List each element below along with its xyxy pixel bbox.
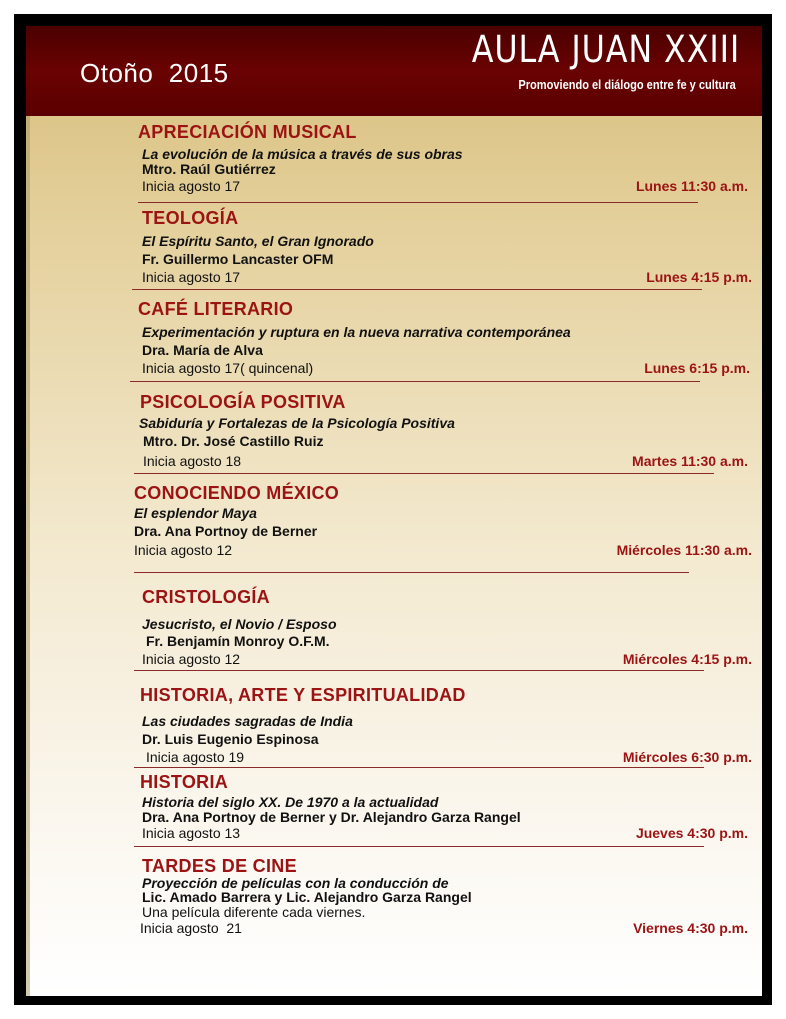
course-psicologia-positiva bbox=[26, 392, 762, 482]
season-label: Otoño 2015 bbox=[80, 58, 229, 88]
course-instructor: Mtro. Dr. José Castillo Ruiz bbox=[143, 433, 324, 449]
course-title: TEOLOGÍA bbox=[142, 208, 239, 228]
course-title: CONOCIENDO MÉXICO bbox=[134, 483, 340, 503]
course-subtitle: Historia del siglo XX. De 1970 a la actualidad bbox=[142, 794, 439, 810]
course-instructor: Fr. Benjamín Monroy O.F.M. bbox=[146, 633, 330, 649]
course-start-date: Inicia agosto 17 bbox=[142, 269, 241, 285]
divider bbox=[134, 572, 689, 573]
course-subtitle: Proyección de películas con la conducción de bbox=[142, 875, 449, 891]
course-cafe-literario bbox=[26, 299, 762, 389]
course-title: APRECIACIÓN MUSICAL bbox=[138, 122, 357, 142]
brand-tagline: Promoviendo el diálogo entre fe y cultura bbox=[518, 77, 736, 92]
brand-title: AULA JUAN XXIII bbox=[471, 28, 740, 71]
course-title: CRISTOLOGÍA bbox=[142, 587, 270, 607]
course-start-date: Inicia agosto 13 bbox=[142, 825, 241, 841]
course-historia-arte-espiritualidad bbox=[26, 685, 762, 775]
divider bbox=[132, 289, 702, 290]
course-instructor: Dra. María de Alva bbox=[142, 342, 263, 358]
course-title: HISTORIA, ARTE Y ESPIRITUALIDAD bbox=[140, 685, 466, 705]
flyer bbox=[26, 26, 762, 996]
course-start-date: Inicia agosto 19 bbox=[146, 749, 245, 765]
course-instructor: Lic. Amado Barrera y Lic. Alejandro Garza Rangel bbox=[142, 889, 472, 905]
course-instructor: Dra. Ana Portnoy de Berner y Dr. Alejandro Garza Rangel bbox=[142, 809, 521, 825]
course-subtitle: Jesucristo, el Novio / Esposo bbox=[142, 616, 337, 632]
header-banner bbox=[26, 26, 762, 116]
course-schedule: Jueves 4:30 p.m. bbox=[635, 825, 748, 841]
course-schedule: Viernes 4:30 p.m. bbox=[633, 920, 748, 936]
course-title: PSICOLOGÍA POSITIVA bbox=[140, 392, 346, 412]
course-tardes-de-cine bbox=[26, 856, 762, 966]
course-instructor: Dra. Ana Portnoy de Berner bbox=[134, 523, 318, 539]
course-start-date: Inicia agosto 12 bbox=[142, 651, 241, 667]
course-start-date: Inicia agosto 18 bbox=[143, 453, 242, 469]
course-note: Una película diferente cada viernes. bbox=[142, 904, 366, 920]
course-instructor: Dr. Luis Eugenio Espinosa bbox=[142, 731, 319, 747]
course-schedule: Miércoles 11:30 a.m. bbox=[616, 542, 752, 558]
course-subtitle: El Espíritu Santo, el Gran Ignorado bbox=[142, 233, 374, 249]
divider bbox=[134, 846, 704, 847]
course-apreciacion-musical bbox=[26, 122, 762, 212]
course-start-date: Inicia agosto 12 bbox=[134, 542, 233, 558]
course-instructor: Fr. Guillermo Lancaster OFM bbox=[142, 251, 334, 267]
course-start-date: Inicia agosto 21 bbox=[140, 920, 242, 936]
course-subtitle: Experimentación y ruptura en la nueva narrativa contemporánea bbox=[142, 324, 571, 340]
course-start-date: Inicia agosto 17( quincenal) bbox=[142, 360, 314, 376]
divider bbox=[138, 202, 698, 203]
course-teologia bbox=[26, 208, 762, 298]
course-conociendo-mexico bbox=[26, 483, 762, 573]
course-schedule: Martes 11:30 a.m. bbox=[632, 453, 748, 469]
course-schedule: Lunes 4:15 p.m. bbox=[646, 269, 752, 285]
course-title: HISTORIA bbox=[140, 772, 229, 792]
course-schedule: Miércoles 4:15 p.m. bbox=[622, 651, 752, 667]
course-cristologia bbox=[26, 587, 762, 677]
course-title: TARDES DE CINE bbox=[142, 856, 297, 876]
course-subtitle: La evolución de la música a través de sus obras bbox=[142, 146, 463, 162]
course-historia bbox=[26, 772, 762, 862]
divider bbox=[134, 670, 704, 671]
course-instructor: Mtro. Raúl Gutiérrez bbox=[142, 161, 276, 177]
course-subtitle: Las ciudades sagradas de India bbox=[142, 713, 353, 729]
course-start-date: Inicia agosto 17 bbox=[142, 178, 241, 194]
course-subtitle: Sabiduría y Fortalezas de la Psicología Positiva bbox=[139, 415, 455, 431]
course-schedule: Miércoles 6:30 p.m. bbox=[622, 749, 752, 765]
divider bbox=[134, 767, 704, 768]
course-schedule: Lunes 11:30 a.m. bbox=[635, 178, 748, 194]
course-schedule: Lunes 6:15 p.m. bbox=[644, 360, 750, 376]
divider bbox=[134, 473, 714, 474]
course-subtitle: El esplendor Maya bbox=[134, 505, 257, 521]
course-title: CAFÉ LITERARIO bbox=[138, 299, 294, 319]
divider bbox=[130, 381, 700, 382]
